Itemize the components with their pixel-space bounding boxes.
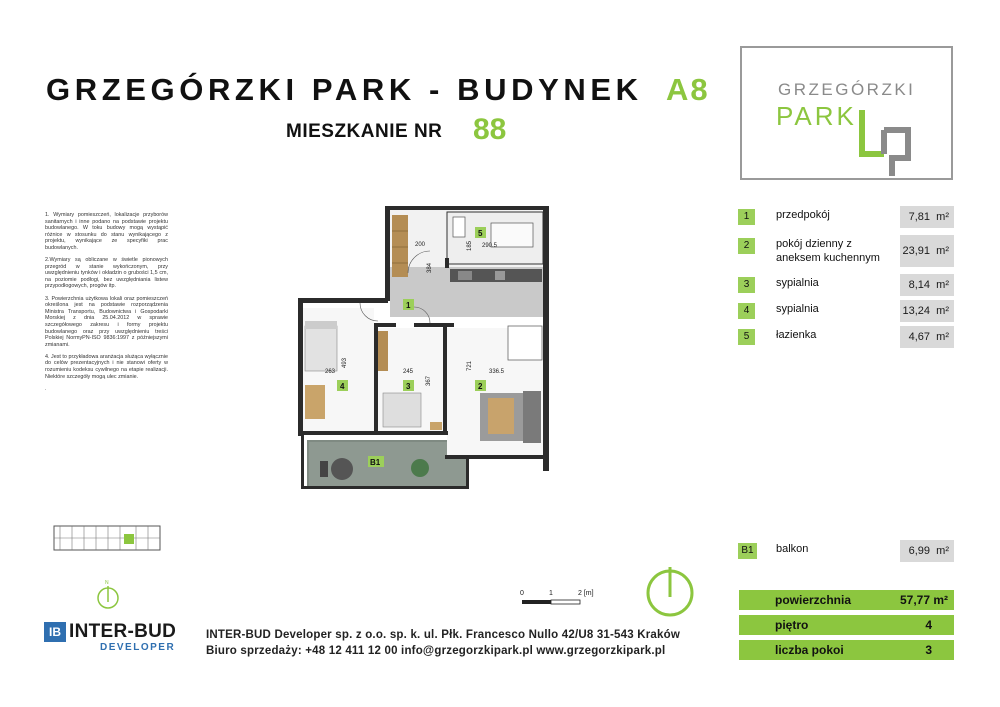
- legend-name: przedpokój: [776, 209, 830, 221]
- dim-245: 245: [403, 369, 414, 375]
- compass-icon: [644, 563, 696, 619]
- note-5: .: [45, 385, 47, 392]
- legend-area: 8,14 m²: [900, 274, 954, 296]
- legend-num: 1: [738, 209, 755, 225]
- room-marker-b1: [368, 456, 384, 467]
- scale-tick-0: 0: [520, 590, 524, 597]
- legend-area: 13,24 m²: [900, 300, 954, 322]
- dim-200: 200: [415, 242, 426, 248]
- summary-label: powierzchnia: [775, 593, 852, 607]
- legend-name: łazienka: [776, 329, 817, 341]
- room-marker-4: [337, 380, 348, 391]
- dim-367: 367: [426, 375, 432, 386]
- apartment-number: 88: [473, 113, 507, 146]
- contact-line-sales: Biuro sprzedaży: +48 12 411 12 00 info@grzegorzkipark.pl www.grzegorzkipark.pl: [206, 645, 666, 657]
- note-2: 2.Wymiary są obliczane w świetle pionowych przegród w stanie wykończonym, przy uwzględnieniu tynków i okładzin o grubości 1,5 cm, na poziomie podłogi, bez uwzględniania listew przypodłogowych, progów itp.: [45, 257, 168, 290]
- room-marker-1: [403, 299, 414, 310]
- room-marker-3: [403, 380, 414, 391]
- svg-text:4: 4: [340, 382, 345, 391]
- legend-row-2: [738, 234, 954, 268]
- summary-floor: [739, 615, 954, 635]
- legend-row-5: [738, 325, 954, 349]
- legend-row-3: [738, 273, 954, 297]
- page-title: GRZEGÓRZKI PARK - BUDYNEK: [46, 72, 643, 107]
- legend-area: 23,91 m²: [900, 235, 954, 267]
- svg-text:N: N: [105, 580, 109, 586]
- legend-num: B1: [738, 543, 757, 559]
- summary-label: liczba pokoi: [775, 643, 844, 657]
- note-4: 4. Jest to przykładowa aranżacja służąca wyłącznie do celów prezentacyjnych i nie stanowi oferty w rozumieniu kodeksu cywilnego na etapie realizacji. Niektóre szczegóły mogą ulec zmianie.: [45, 353, 168, 380]
- brand-logo-mark: [858, 110, 918, 180]
- dim-336-5: 336.5: [489, 369, 505, 375]
- summary-area: [739, 590, 954, 610]
- contact-line-address: INTER-BUD Developer sp. z o.o. sp. k. ul. Płk. Francesco Nullo 42/U8 31-543 Kraków: [206, 629, 680, 641]
- room-marker-5: [475, 227, 486, 238]
- summary-label: piętro: [775, 618, 809, 632]
- developer-name: INTER-BUD: [69, 621, 177, 642]
- floor-plan: [290, 203, 553, 491]
- room-marker-2: [475, 380, 486, 391]
- dim-263: 263: [325, 369, 336, 375]
- scale-bar-graphic: [520, 599, 584, 605]
- legend-num: 3: [738, 277, 755, 293]
- svg-text:2: 2: [478, 382, 483, 391]
- developer-sub: DEVELOPER: [100, 642, 176, 653]
- dim-185: 185: [467, 240, 473, 251]
- apartment-label: MIESZKANIE NR: [286, 121, 443, 142]
- brand-logo-line1: GRZEGÓRZKI: [778, 80, 916, 99]
- legend-row-1: [738, 205, 954, 229]
- summary-value: 4: [925, 618, 932, 632]
- contact-info: [206, 627, 680, 659]
- legend-name: sypialnia: [776, 303, 819, 315]
- legend-name: balkon: [776, 543, 809, 555]
- summary-value: 57,77 m²: [899, 593, 948, 607]
- summary-value: 3: [925, 643, 932, 657]
- scale-tick-1: 1: [549, 590, 553, 597]
- svg-text:5: 5: [478, 229, 483, 238]
- legend-area: 4,67 m²: [900, 326, 954, 348]
- dim-721: 721: [467, 360, 473, 371]
- legend-row-balcony: [738, 539, 954, 563]
- developer-badge: IB: [44, 622, 66, 642]
- svg-text:B1: B1: [370, 458, 381, 467]
- note-1: 1. Wymiary pomieszczeń, lokalizacje przyborów sanitarnych i inne podano na podstawie projektu budowlanego. W toku budowy mogą wystąpić różnice w stosunku do stanu wynikającego z projektu, wynikające ze specyfiki prac budowlanych.: [45, 212, 168, 251]
- legend-name: pokój dzienny z aneksem kuchennym: [776, 238, 880, 264]
- building-code: A8: [666, 72, 710, 107]
- legend-area: 6,99 m²: [900, 540, 954, 562]
- legend-num: 4: [738, 303, 755, 319]
- building-key-plan: [52, 520, 164, 556]
- legend-row-4: [738, 299, 954, 323]
- scale-tick-2: 2 [m]: [578, 590, 594, 597]
- brand-logo-line2: PARK: [776, 101, 857, 131]
- dim-493: 493: [342, 357, 348, 368]
- svg-text:1: 1: [406, 301, 411, 310]
- dim-384: 384: [427, 262, 433, 273]
- note-3: 3. Powierzchnia użytkowa lokali oraz pomieszczeń określona jest na podstawie rozporządzenia Ministra Transportu, Budownictwa i Gospodarki Morskiej z dnia 25.04.2012 w sprawie szczegółowego zakresu i formy projektu budowlanego oraz przy uwzględnieniu treści Polskiej NormyPN-ISO 9836:1997 z późniejszymi zmianami.: [45, 295, 168, 348]
- notes: [45, 212, 168, 398]
- legend-name: sypialnia: [776, 277, 819, 289]
- svg-text:3: 3: [406, 382, 411, 391]
- dim-290-5: 290.5: [482, 243, 498, 249]
- legend-area: 7,81 m²: [900, 206, 954, 228]
- legend-num: 2: [738, 238, 755, 254]
- summary-rooms: [739, 640, 954, 660]
- legend-num: 5: [738, 329, 755, 345]
- north-arrow-icon: [95, 578, 121, 612]
